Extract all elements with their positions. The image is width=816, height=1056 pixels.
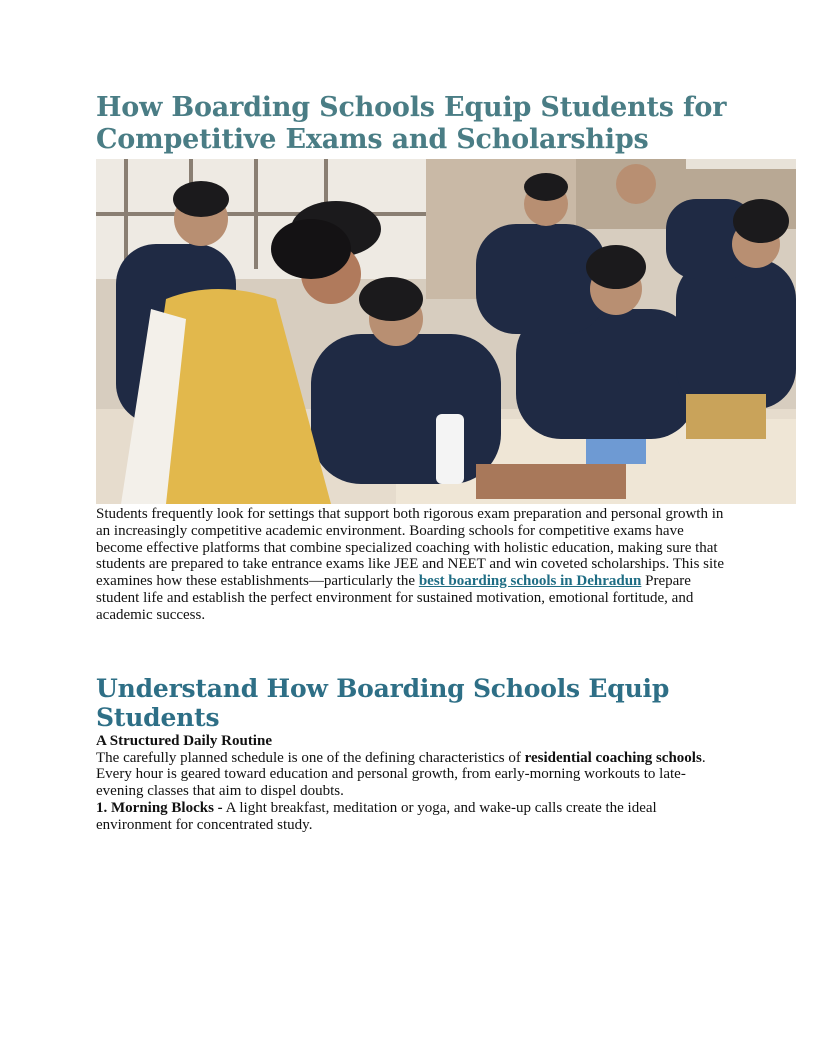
section-heading: Understand How Boarding Schools Equip Students (96, 673, 670, 732)
routine-paragraph (96, 750, 726, 800)
hero-image (96, 159, 796, 504)
page-title: How Boarding Schools Equip Students for Competitive Exams and Scholarships (96, 92, 727, 155)
list-item (96, 800, 726, 834)
intro-text-end: Prepare student life and establish the perfect environment for sustained motivation, emotional fortitude, and academic success. (96, 573, 694, 623)
best-boarding-schools-link[interactable]: best boarding schools in Dehradun (418, 573, 642, 590)
routine-text-end: . Every hour is geared toward education and personal growth, from early-morning workouts to late-evening classes that aim to dispel doubts. (96, 749, 706, 800)
intro-text-start: Students frequently look for settings that support both rigorous exam preparation and personal growth in an increasingly competitive academic environment. Boarding schools for competitive exams have become effective platforms that combine specialized coaching with holistic education, making sure that students are prepared to take entrance exams like JEE and NEET and win coveted scholarships. This site examines how these establishments—particularly the (96, 506, 725, 590)
list-item-text: A light breakfast, meditation or yoga, and wake-up calls create the ideal environment for concentrated study. (96, 799, 657, 833)
list-item-label: 1. Morning Blocks - (96, 799, 223, 816)
routine-text-start: The carefully planned schedule is one of the defining characteristics of (96, 749, 525, 766)
article (96, 92, 796, 834)
intro-paragraph (96, 506, 726, 624)
subheading: A Structured Daily Routine (96, 732, 272, 749)
routine-bold-term: residential coaching schools (524, 749, 702, 766)
